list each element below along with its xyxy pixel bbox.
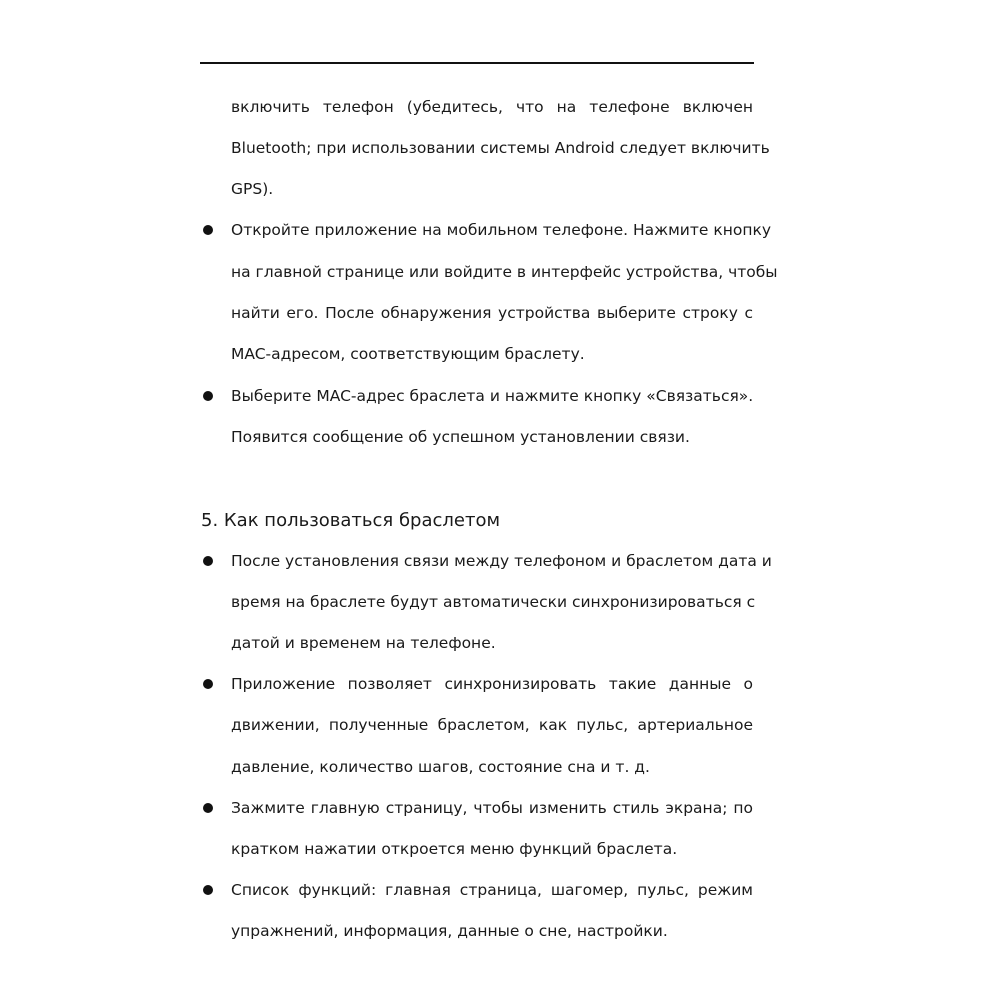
connect-step-2-line-1: Выберите MAC-адрес браслета и нажмите кнопку «Связаться». [231,387,754,405]
connect-step-1-line-4: MAC-адресом, соответствующим браслету. [231,345,585,363]
section5-item-2-line-1: Приложение позволяет синхронизировать такие данные о [231,675,753,693]
section5-item-1-line-3: датой и временем на телефоне. [231,634,496,652]
bullet-dot [203,803,213,813]
intro-line-2: Bluetooth; при использовании системы Android следует включить [231,139,770,157]
section5-item-2-line-2: движении, полученные браслетом, как пульс, артериальное [231,716,753,734]
section5-item-2-line-3: давление, количество шагов, состояние сна и т. д. [231,758,650,776]
connect-step-1-line-2: на главной странице или войдите в интерфейс устройства, чтобы [231,263,778,281]
section5-item-1-line-2: время на браслете будут автоматически синхронизироваться с [231,593,756,611]
bullet-dot [203,885,213,895]
section5-item-3-line-2: кратком нажатии откроется меню функций браслета. [231,840,678,858]
section5-item-4-line-1: Список функций: главная страница, шагомер, пульс, режим [231,881,753,899]
intro-line-1: включить телефон (убедитесь, что на телефоне включен [231,98,753,116]
connect-step-2-line-2: Появится сообщение об успешном установлении связи. [231,428,690,446]
section5-item-1-line-1: После установления связи между телефоном и браслетом дата и [231,552,772,570]
bullet-dot [203,391,213,401]
bullet-dot [203,556,213,566]
section5-item-4-line-2: упражнений, информация, данные о сне, настройки. [231,922,668,940]
connect-step-1-line-3: найти его. После обнаружения устройства выберите строку с [231,304,753,322]
bullet-dot [203,225,213,235]
top-rule-divider [200,62,754,64]
section-heading: 5. Как пользоваться браслетом [201,510,501,531]
section5-item-3-line-1: Зажмите главную страницу, чтобы изменить стиль экрана; по [231,799,753,817]
intro-line-3: GPS). [231,180,274,198]
connect-step-1-line-1: Откройте приложение на мобильном телефоне. Нажмите кнопку [231,221,772,239]
bullet-dot [203,679,213,689]
